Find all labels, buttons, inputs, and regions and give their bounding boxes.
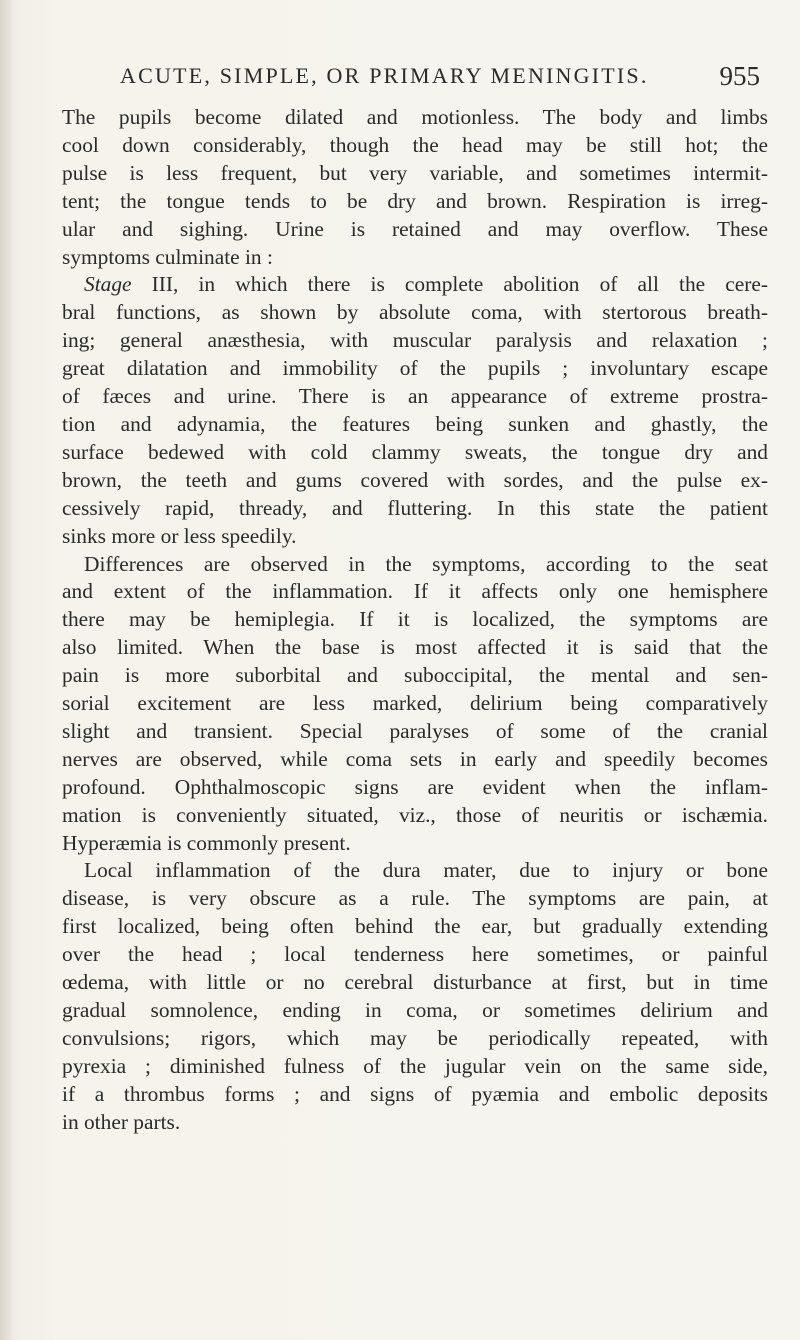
text-line: symptoms culminate in : <box>62 244 273 269</box>
text-line: over the head ; local tenderness here sometimes, or painful <box>62 942 768 967</box>
text-line: sorial excitement are less marked, delirium being comparatively <box>62 691 768 716</box>
text-line <box>62 271 768 299</box>
text-line: The pupils become dilated and motionless. The body and limbs <box>62 105 768 129</box>
running-head <box>120 56 760 96</box>
text-line: of fæces and urine. There is an appearance of extreme prostra- <box>62 384 768 409</box>
paragraph-4 <box>62 857 768 1136</box>
text-line: in other parts. <box>62 1109 181 1134</box>
text-line: disease, is very obscure as a rule. The symptoms are pain, at <box>62 886 768 911</box>
paragraph-2 <box>62 271 768 550</box>
text-line: ular and sighing. Urine is retained and may overflow. These <box>62 216 768 241</box>
text-line: mation is conveniently situated, viz., those of neuritis or ischæmia. <box>62 802 768 827</box>
text-line: bral functions, as shown by absolute coma, with stertorous breath- <box>62 300 768 325</box>
text-line: pain is more suborbital and suboccipital, the mental and sen- <box>62 663 768 688</box>
text-line: convulsions; rigors, which may be periodically repeated, with <box>62 1025 768 1050</box>
text-line: also limited. When the base is most affected it is said that the <box>62 635 768 660</box>
text-line: if a thrombus forms ; and signs of pyæmia and embolic deposits <box>62 1081 768 1106</box>
gutter-shadow <box>0 0 14 1340</box>
text-line: surface bedewed with cold clammy sweats, the tongue dry and <box>62 439 768 464</box>
text-line: nerves are observed, while coma sets in early and speedily becomes <box>62 746 768 771</box>
text-line: cessively rapid, thready, and fluttering. In this state the patient <box>62 495 768 520</box>
text-line: brown, the teeth and gums covered with sordes, and the pulse ex- <box>62 467 768 492</box>
text-line: profound. Ophthalmoscopic signs are evident when the inflam- <box>62 774 768 799</box>
text-line: slight and transient. Special paralyses of some of the cranial <box>62 718 768 743</box>
text-line: gradual somnolence, ending in coma, or sometimes delirium and <box>62 998 768 1022</box>
text-fragment: III, in which there is complete abolition of all the cere- <box>131 272 768 297</box>
stage-label: Stage <box>84 272 132 297</box>
text-line: Hyperæmia is commonly present. <box>62 830 351 855</box>
text-line: cool down considerably, though the head may be still hot; the <box>62 132 768 157</box>
text-line: Local inflammation of the dura mater, due to injury or bone <box>84 858 768 883</box>
text-line: there may be hemiplegia. If it is localized, the symptoms are <box>62 607 768 632</box>
text-line: sinks more or less speedily. <box>62 523 297 548</box>
text-line: pyrexia ; diminished fulness of the jugular vein on the same side, <box>62 1053 768 1078</box>
text-line: tion and adynamia, the features being sunken and ghastly, the <box>62 411 768 436</box>
text-line: and extent of the inflammation. If it affects only one hemisphere <box>62 579 768 604</box>
text-line: great dilatation and immobility of the pupils ; involuntary escape <box>62 356 768 381</box>
text-line: tent; the tongue tends to be dry and brown. Respiration is irreg- <box>62 188 768 213</box>
running-title: ACUTE, SIMPLE, OR PRIMARY MENINGITIS. <box>120 63 649 88</box>
text-line: first localized, being often behind the ear, but gradually extending <box>62 914 768 939</box>
paragraph-1 <box>62 104 768 271</box>
page-number: 955 <box>719 61 760 91</box>
paragraph-3 <box>62 551 768 858</box>
text-line: ing; general anæsthesia, with muscular paralysis and relaxation ; <box>62 328 768 353</box>
text-line: Differences are observed in the symptoms, according to the seat <box>84 551 768 576</box>
body-text <box>62 104 768 1137</box>
text-line: œdema, with little or no cerebral disturbance at first, but in time <box>62 970 768 995</box>
text-line: pulse is less frequent, but very variable, and sometimes intermit- <box>62 160 768 185</box>
